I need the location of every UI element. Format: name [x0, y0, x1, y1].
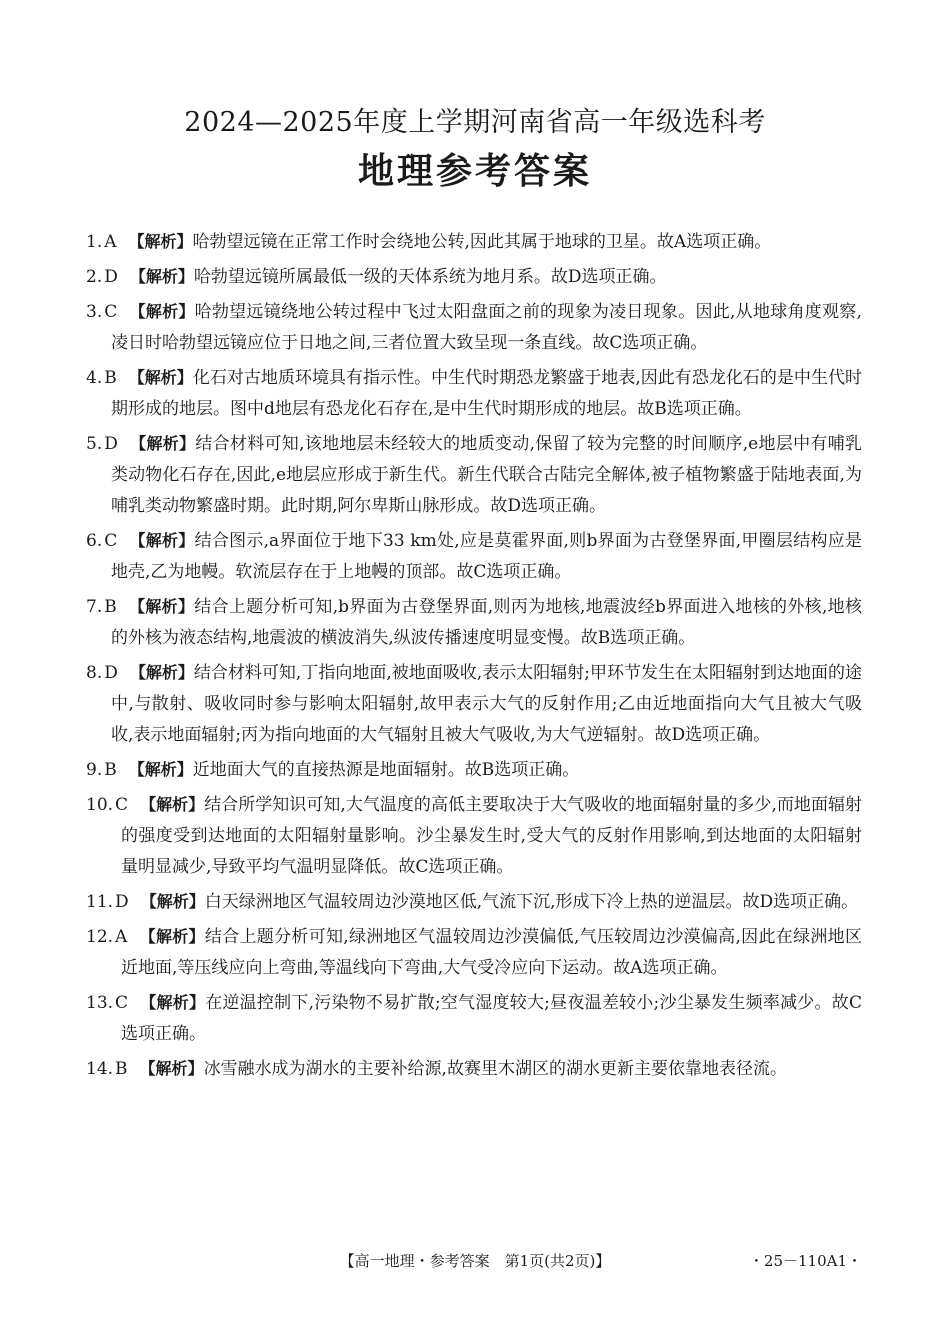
- answer-choice: B: [104, 597, 117, 617]
- answer-item: [86, 591, 862, 654]
- analysis-tag: 【解析】: [140, 795, 205, 814]
- analysis-tag: 【解析】: [128, 368, 193, 387]
- analysis-tag: 【解析】: [129, 531, 195, 550]
- answer-item: [86, 226, 862, 258]
- analysis-tag: 【解析】: [140, 892, 205, 911]
- analysis-tag: 【解析】: [129, 663, 194, 682]
- answer-list: [86, 226, 862, 1088]
- analysis-text: 在逆温控制下,污染物不易扩散;空气湿度较大;昼夜温差较小;沙尘暴发生频率减少。故C选项正确。: [121, 993, 862, 1044]
- analysis-text: 结合图示,a界面位于地下33 km处,应是莫霍界面,则b界面为古登堡界面,甲圈层结构应是地壳,乙为地幔。软流层存在于上地幔的顶部。故C选项正确。: [111, 531, 862, 582]
- question-number: 6.: [86, 531, 103, 551]
- analysis-text: 结合上题分析可知,b界面为古登堡界面,则丙为地核,地震波经b界面进入地核的外核,地核的外核为液态结构,地震波的横波消失,纵波传播速度明显变慢。故B选项正确。: [111, 597, 862, 648]
- analysis-text: 哈勃望远镜绕地公转过程中飞过太阳盘面之前的现象为凌日现象。因此,从地球角度观察,凌日时哈勃望远镜应位于日地之间,三者位置大致呈现一条直线。故C选项正确。: [111, 302, 862, 353]
- analysis-text: 哈勃望远镜在正常工作时会绕地公转,因此其属于地球的卫星。故A选项正确。: [192, 232, 772, 252]
- answer-item: [86, 1053, 862, 1085]
- question-number: 11.: [86, 892, 114, 912]
- answer-choice: B: [104, 760, 117, 780]
- analysis-tag: 【解析】: [140, 993, 206, 1012]
- analysis-tag: 【解析】: [129, 267, 194, 286]
- analysis-text: 结合材料可知,丁指向地面,被地面吸收,表示太阳辐射;甲环节发生在太阳辐射到达地面的途中,与散射、吸收同时参与影响太阳辐射,故甲表示大气的反射作用;乙由近地面指向大气且被大气吸收,表示地面辐射;丙为指向地面的大气辐射且被大气吸收,为大气逆辐射。故D选项正确。: [111, 663, 862, 745]
- answer-choice: C: [104, 531, 118, 551]
- analysis-text: 近地面大气的直接热源是地面辐射。故B选项正确。: [192, 760, 580, 780]
- answer-choice: B: [115, 1059, 128, 1079]
- question-number: 1.: [86, 232, 103, 252]
- analysis-tag: 【解析】: [129, 434, 196, 453]
- question-number: 12.: [86, 927, 114, 947]
- answer-item: [86, 362, 862, 425]
- question-number: 14.: [86, 1059, 114, 1079]
- question-number: 7.: [86, 597, 103, 617]
- analysis-text: 化石对古地质环境具有指示性。中生代时期恐龙繁盛于地表,因此有恐龙化石的是中生代时期形成的地层。图中d地层有恐龙化石存在,是中生代时期形成的地层。故B选项正确。: [111, 368, 862, 419]
- analysis-tag: 【解析】: [128, 597, 195, 616]
- answer-item: [86, 428, 862, 522]
- footer-code: ・25－110A1・: [748, 1252, 862, 1270]
- answer-choice: B: [104, 368, 117, 388]
- analysis-tag: 【解析】: [139, 927, 205, 946]
- answer-choice: C: [104, 302, 118, 322]
- answer-item: [86, 987, 862, 1050]
- answer-choice: C: [115, 993, 129, 1013]
- analysis-text: 冰雪融水成为湖水的主要补给源,故赛里木湖区的湖水更新主要依靠地表径流。: [203, 1059, 787, 1079]
- answer-choice: D: [115, 892, 129, 912]
- answer-item: [86, 657, 862, 751]
- answer-item: [86, 261, 862, 293]
- analysis-tag: 【解析】: [129, 302, 195, 321]
- question-number: 3.: [86, 302, 103, 322]
- question-number: 2.: [86, 267, 103, 287]
- question-number: 8.: [86, 663, 103, 683]
- exam-title: 2024—2025年度上学期河南省高一年级选科考: [184, 107, 766, 138]
- answer-choice: D: [104, 434, 118, 454]
- analysis-text: 白天绿洲地区气温较周边沙漠地区低,气流下沉,形成下冷上热的逆温层。故D选项正确。: [204, 892, 859, 912]
- analysis-text: 结合上题分析可知,绿洲地区气温较周边沙漠偏低,气压较周边沙漠偏高,因此在绿洲地区近地面,等压线应向上弯曲,等温线向下弯曲,大气受冷应向下运动。故A选项正确。: [121, 927, 862, 978]
- answer-item: [86, 525, 862, 588]
- question-number: 13.: [86, 993, 114, 1013]
- answer-choice: C: [115, 795, 129, 815]
- answer-item: [86, 754, 862, 786]
- analysis-text: 哈勃望远镜所属最低一级的天体系统为地月系。故D选项正确。: [193, 267, 667, 287]
- footer-page-info: 【高一地理・参考答案 第1页(共2页)】: [339, 1252, 611, 1270]
- question-number: 4.: [86, 368, 103, 388]
- answer-item: [86, 886, 862, 918]
- answer-item: [86, 921, 862, 984]
- answer-choice: D: [104, 663, 118, 683]
- analysis-tag: 【解析】: [128, 232, 193, 251]
- page-title: 地理参考答案: [357, 151, 592, 192]
- answer-choice: A: [115, 927, 128, 947]
- answer-choice: D: [104, 267, 118, 287]
- answer-item: [86, 296, 862, 359]
- analysis-tag: 【解析】: [128, 760, 193, 779]
- answer-item: [86, 789, 862, 883]
- analysis-tag: 【解析】: [139, 1059, 204, 1078]
- analysis-text: 结合材料可知,该地地层未经较大的地质变动,保留了较为完整的时间顺序,e地层中有哺乳类动物化石存在,因此,e地层应形成于新生代。新生代联合古陆完全解体,被子植物繁盛于陆地表面,为哺乳类动物繁盛时期。此时期,阿尔卑斯山脉形成。故D选项正确。: [111, 434, 862, 516]
- question-number: 10.: [86, 795, 114, 815]
- question-number: 9.: [86, 760, 103, 780]
- question-number: 5.: [86, 434, 103, 454]
- answer-choice: A: [104, 232, 117, 252]
- analysis-text: 结合所学知识可知,大气温度的高低主要取决于大气吸收的地面辐射量的多少,而地面辐射的强度受到达地面的太阳辐射量影响。沙尘暴发生时,受大气的反射作用影响,到达地面的太阳辐射量明显减少,导致平均气温明显降低。故C选项正确。: [121, 795, 862, 877]
